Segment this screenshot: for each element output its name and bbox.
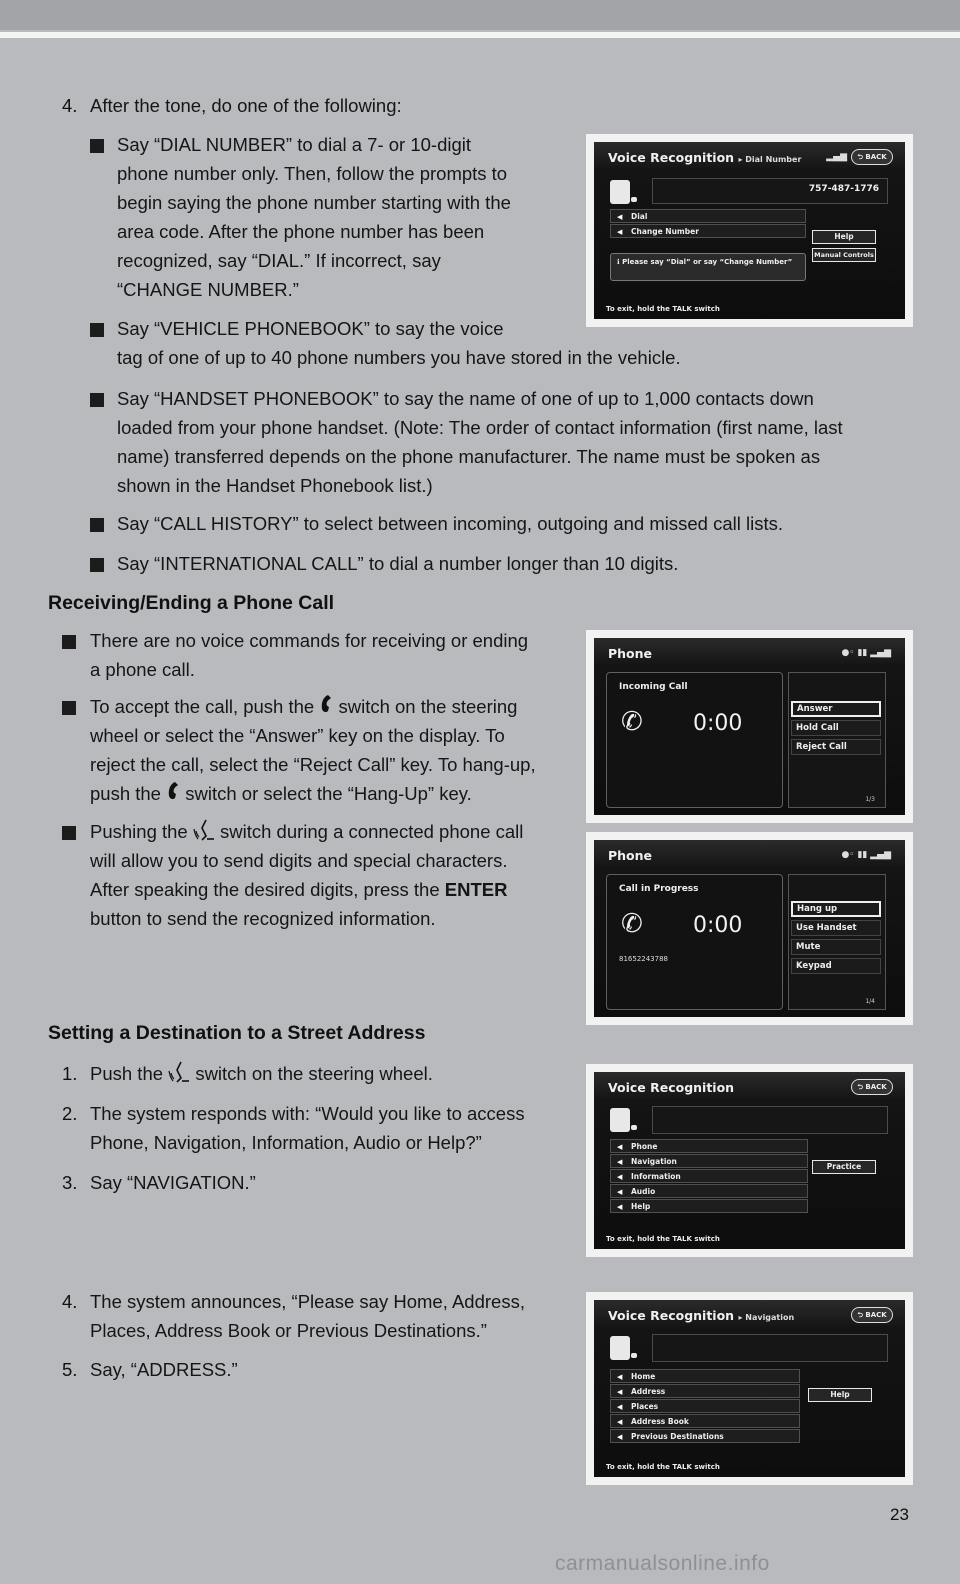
talk-switch-icon	[193, 819, 215, 841]
bullet-call-history: Say “CALL HISTORY” to select between incoming, outgoing and missed call lists.	[117, 513, 783, 534]
back-button[interactable]: ⮌ BACK	[851, 1079, 893, 1095]
top-rule	[0, 32, 960, 38]
display-screen	[594, 638, 905, 815]
microphone-icon: ◀	[617, 1433, 623, 1441]
screen-title: Phone	[608, 646, 653, 661]
vr-option-address[interactable]	[610, 1384, 800, 1398]
manual-controls-button[interactable]: Manual Controls	[812, 248, 876, 262]
square-bullet-icon	[62, 701, 76, 715]
step-number: 2.	[62, 1103, 78, 1124]
keypad-button[interactable]: Keypad	[791, 958, 881, 974]
signal-icon: ▂▄▆	[826, 152, 847, 162]
answer-button[interactable]: Answer	[791, 701, 881, 717]
bullet-talk-digits	[90, 817, 523, 933]
option-label: Audio	[631, 1187, 656, 1196]
exit-hint: To exit, hold the TALK switch	[606, 305, 720, 313]
reject-call-button[interactable]: Reject Call	[791, 739, 881, 755]
text-line	[90, 692, 536, 721]
text-line: wheel or select the “Answer” key on the display. To	[90, 725, 505, 746]
text-run: switch during a connected phone call	[220, 821, 524, 842]
screen-subtitle: ▸ Dial Number	[738, 155, 802, 164]
display-screen	[594, 1072, 905, 1249]
step-text: After the tone, do one of the following:	[90, 95, 402, 116]
vr-option-audio[interactable]	[610, 1184, 808, 1198]
screen-title: Phone	[608, 848, 653, 863]
text-line: The system responds with: “Would you like to access	[90, 1103, 525, 1124]
text-line: Say “HANDSET PHONEBOOK” to say the name of one of up to 1,000 contacts down	[117, 388, 814, 409]
display-screen	[594, 142, 905, 319]
screen-dial-number	[586, 134, 913, 327]
text-line: begin saying the phone number starting with the	[117, 192, 511, 213]
enter-key-label: ENTER	[444, 879, 508, 900]
square-bullet-icon	[62, 826, 76, 840]
microphone-icon: ◀	[617, 213, 623, 221]
text-line: “CHANGE NUMBER.”	[117, 279, 299, 300]
vr-option-home[interactable]	[610, 1369, 800, 1383]
phone-status-icons: ●◦ ▮▮ ▂▄▆	[841, 850, 891, 860]
bullet-dial-number	[117, 130, 511, 304]
vr-option-places[interactable]	[610, 1399, 800, 1413]
text-line: area code. After the phone number has been	[117, 221, 485, 242]
bullet-no-voice-commands	[90, 626, 528, 684]
square-bullet-icon	[62, 635, 76, 649]
text-line: shown in the Handset Phonebook list.)	[117, 475, 433, 496]
step-number: 3.	[62, 1172, 78, 1193]
call-status-label: Incoming Call	[619, 682, 688, 692]
help-button[interactable]: Help	[808, 1388, 872, 1402]
text-line: Phone, Navigation, Information, Audio or Help?”	[90, 1132, 482, 1153]
square-bullet-icon	[90, 518, 104, 532]
help-button[interactable]: Help	[812, 230, 876, 244]
text-line: Say “VEHICLE PHONEBOOK” to say the voice	[117, 318, 504, 339]
phone-switch-icon	[166, 781, 180, 803]
hang-up-button[interactable]: Hang up	[791, 901, 881, 917]
display-screen	[594, 840, 905, 1017]
option-label: Phone	[631, 1142, 658, 1151]
microphone-icon: ◀	[617, 1143, 623, 1151]
text-run: Push the	[90, 1063, 164, 1084]
phone-switch-icon	[319, 694, 333, 716]
option-label: Help	[631, 1202, 651, 1211]
microphone-icon: ◀	[617, 1173, 623, 1181]
text-line: There are no voice commands for receiving or ending	[90, 630, 529, 651]
text-line: name) transferred depends on the phone manufacturer. The name must be spoken as	[117, 446, 821, 467]
square-bullet-icon	[90, 323, 104, 337]
call-options-panel	[788, 874, 886, 1010]
text-line: phone number only. Then, follow the prompts to	[117, 163, 508, 184]
screen-title	[608, 1308, 794, 1323]
page-number: 23	[890, 1505, 909, 1524]
voice-recognition-icon	[610, 1336, 630, 1360]
text-line	[90, 817, 523, 846]
option-label: Change Number	[631, 227, 699, 236]
section-heading-receiving: Receiving/Ending a Phone Call	[48, 592, 335, 614]
microphone-icon: ◀	[617, 1403, 623, 1411]
text-run: switch on the steering	[338, 696, 518, 717]
microphone-icon: ◀	[617, 1203, 623, 1211]
text-line: reject the call, select the “Reject Call” key. To hang-up,	[90, 754, 536, 775]
step-system-announces	[90, 1287, 525, 1345]
option-label: Address Book	[631, 1417, 689, 1426]
number-field	[652, 178, 888, 204]
phone-receiver-icon: ✆	[621, 707, 643, 737]
mute-button[interactable]: Mute	[791, 939, 881, 955]
text-run: push the	[90, 783, 161, 804]
text-line: will allow you to send digits and special characters.	[90, 850, 508, 871]
option-label: Dial	[631, 212, 648, 221]
exit-hint: To exit, hold the TALK switch	[606, 1463, 720, 1471]
text-run: After speaking the desired digits, press the	[90, 879, 440, 900]
prompt-info-box: ℹ Please say “Dial” or say “Change Number”	[610, 253, 806, 281]
option-label: Navigation	[631, 1157, 677, 1166]
screen-voice-recognition-navigation	[586, 1292, 913, 1485]
microphone-icon: ◀	[617, 1188, 623, 1196]
call-status-label: Call in Progress	[619, 884, 699, 894]
vr-option-navigation[interactable]	[610, 1154, 808, 1168]
square-bullet-icon	[90, 393, 104, 407]
display-screen	[594, 1300, 905, 1477]
step-number: 4.	[62, 1291, 78, 1312]
screen-incoming-call	[586, 630, 913, 823]
prompt-field	[652, 1334, 888, 1362]
step-number: 4.	[62, 95, 78, 116]
hold-call-button[interactable]: Hold Call	[791, 720, 881, 736]
vr-option-dial[interactable]	[610, 209, 806, 223]
bullet-international-call: Say “INTERNATIONAL CALL” to dial a number longer than 10 digits.	[117, 553, 679, 574]
voice-recognition-icon	[610, 180, 630, 204]
prompt-field	[652, 1106, 888, 1134]
vr-option-help[interactable]	[610, 1199, 808, 1213]
text-line	[90, 875, 523, 904]
screen-title	[608, 150, 801, 165]
page-indicator: 1/4	[865, 998, 875, 1005]
phone-status-icons: ●◦ ▮▮ ▂▄▆	[841, 648, 891, 658]
vr-option-change-number[interactable]	[610, 224, 806, 238]
screen-title: Voice Recognition	[608, 1080, 735, 1095]
text-line: a phone call.	[90, 659, 195, 680]
call-options-panel	[788, 672, 886, 808]
text-run: switch on the steering wheel.	[195, 1063, 433, 1084]
call-panel	[606, 672, 783, 808]
screen-call-in-progress	[586, 832, 913, 1025]
bullet-handset-phonebook	[117, 384, 843, 500]
text-line: Say “DIAL NUMBER” to dial a 7- or 10-digit	[117, 134, 472, 155]
square-bullet-icon	[90, 139, 104, 153]
talk-switch-icon	[168, 1061, 190, 1083]
step-system-responds	[90, 1099, 525, 1157]
top-header-bar	[0, 0, 960, 30]
phone-receiver-icon: ✆	[621, 909, 643, 939]
text-line: button to send the recognized information.	[90, 908, 436, 929]
call-timer: 0:00	[693, 913, 743, 938]
step-say-navigation: Say “NAVIGATION.”	[90, 1172, 256, 1193]
call-panel	[606, 874, 783, 1010]
text-line: loaded from your phone handset. (Note: The order of contact information (first name, last	[117, 417, 843, 438]
microphone-icon: ◀	[617, 228, 623, 236]
option-label: Home	[631, 1372, 656, 1381]
text-line: The system announces, “Please say Home, Address,	[90, 1291, 525, 1312]
voice-recognition-icon	[610, 1108, 630, 1132]
bullet-accept-call	[90, 692, 536, 808]
use-handset-button[interactable]: Use Handset	[791, 920, 881, 936]
vr-option-previous-destinations[interactable]	[610, 1429, 800, 1443]
back-button[interactable]: ⮌ BACK	[851, 1307, 893, 1323]
microphone-icon: ◀	[617, 1158, 623, 1166]
vr-option-phone[interactable]	[610, 1139, 808, 1153]
text-line: recognized, say “DIAL.” If incorrect, say	[117, 250, 441, 271]
option-label: Previous Destinations	[631, 1432, 724, 1441]
dialed-number: 757-487-1776	[808, 184, 879, 194]
step-say-address: Say, “ADDRESS.”	[90, 1359, 238, 1380]
screen-title-text: Voice Recognition	[608, 150, 735, 165]
call-timer: 0:00	[693, 711, 743, 736]
section-heading-destination: Setting a Destination to a Street Address	[48, 1022, 426, 1044]
screen-voice-recognition-main	[586, 1064, 913, 1257]
page-indicator: 1/3	[865, 796, 875, 803]
step-push-talk	[90, 1059, 433, 1088]
text-line: Places, Address Book or Previous Destinations.”	[90, 1320, 487, 1341]
option-label: Address	[631, 1387, 666, 1396]
microphone-icon: ◀	[617, 1418, 623, 1426]
option-label: Places	[631, 1402, 659, 1411]
text-line: tag of one of up to 40 phone numbers you have stored in the vehicle.	[117, 347, 681, 368]
square-bullet-icon	[90, 558, 104, 572]
practice-button[interactable]: Practice	[812, 1160, 876, 1174]
text-run: switch or select the “Hang-Up” key.	[185, 783, 472, 804]
screen-title-text: Voice Recognition	[608, 1308, 735, 1323]
microphone-icon: ◀	[617, 1388, 623, 1396]
caller-number: 81652243788	[619, 955, 668, 963]
text-run: Pushing the	[90, 821, 188, 842]
back-button[interactable]: ⮌ BACK	[851, 149, 893, 165]
microphone-icon: ◀	[617, 1373, 623, 1381]
step-number: 5.	[62, 1359, 78, 1380]
vr-option-information[interactable]	[610, 1169, 808, 1183]
vr-option-address-book[interactable]	[610, 1414, 800, 1428]
step-number: 1.	[62, 1063, 78, 1084]
text-line	[90, 779, 536, 808]
screen-subtitle: ▸ Navigation	[738, 1313, 795, 1322]
text-run: To accept the call, push the	[90, 696, 315, 717]
exit-hint: To exit, hold the TALK switch	[606, 1235, 720, 1243]
option-label: Information	[631, 1172, 681, 1181]
watermark: carmanualsonline.info	[555, 1552, 770, 1575]
